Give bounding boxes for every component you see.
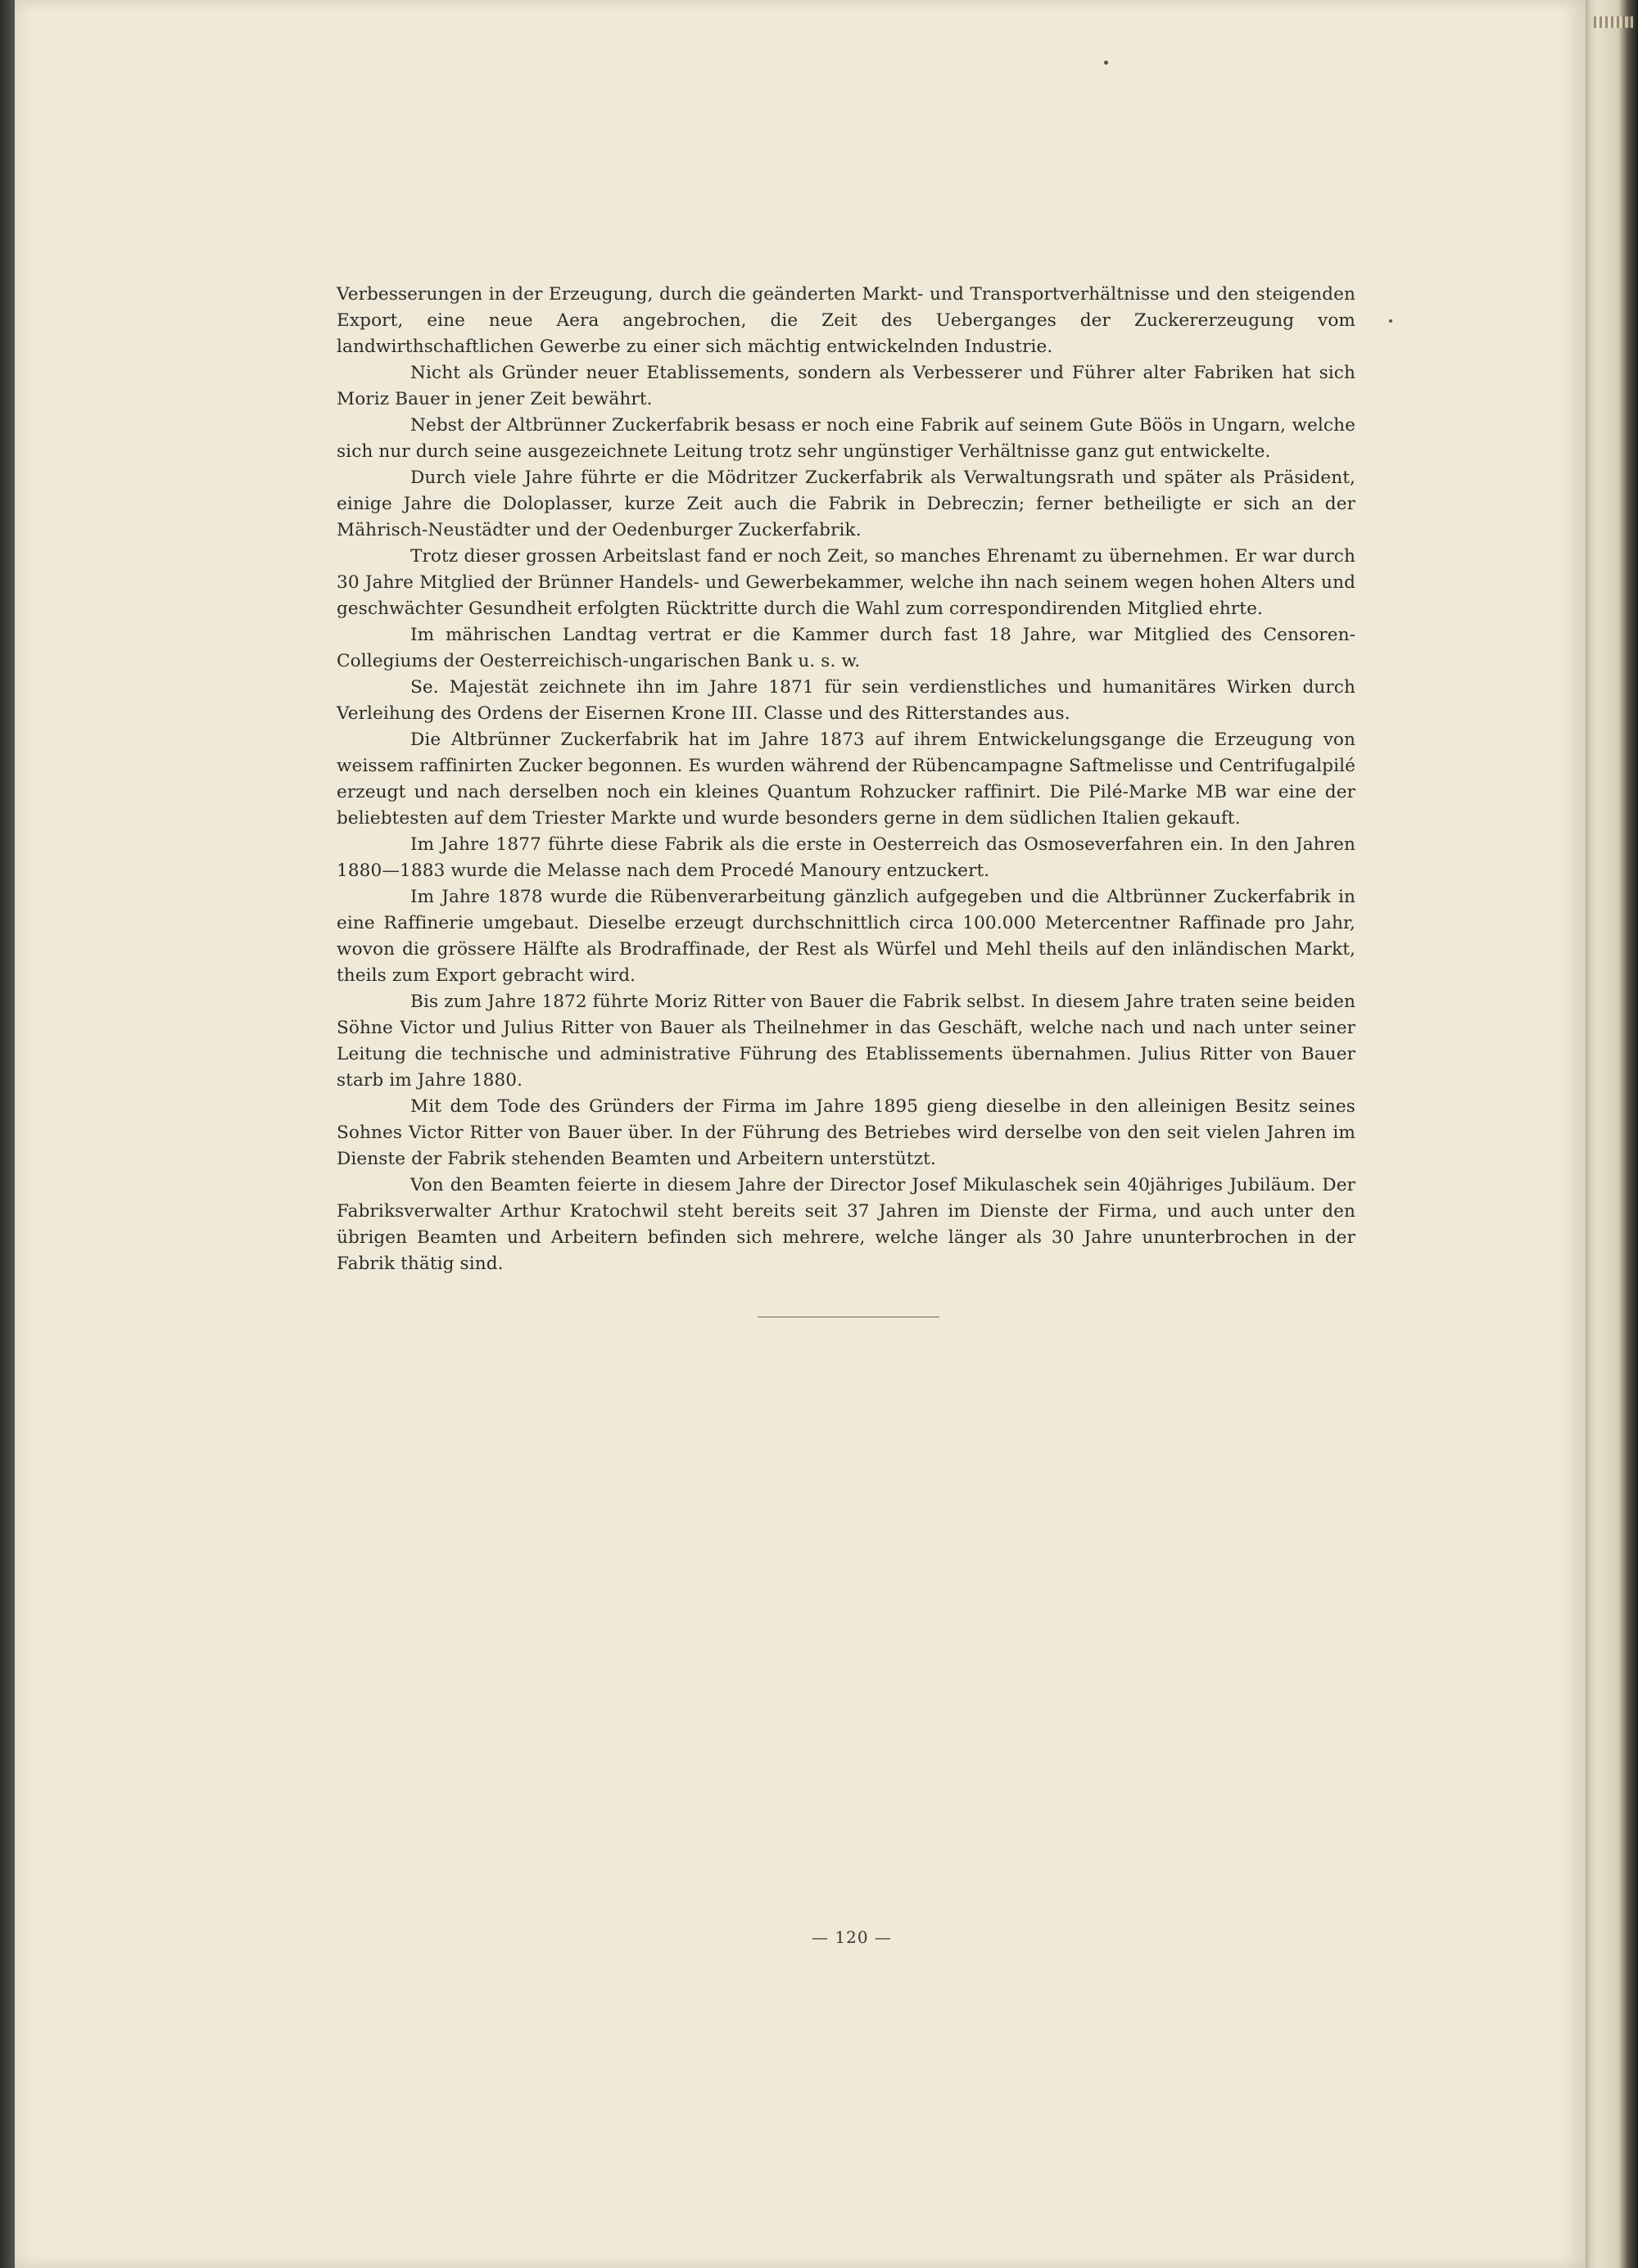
paragraph: Se. Majestät zeichnete ihn im Jahre 1871 für sein verdienstliches und humanitäres Wirken durch Verleihung des Ordens der Eisernen Krone III. Classe und des Ritterstandes aus. (337, 677, 1355, 724)
paragraph: Durch viele Jahre führte er die Mödritzer Zuckerfabrik als Verwaltungsrath und später als Präsident, einige Jahre die Doloplasser, kurze Zeit auch die Fabrik in Debreczin; ferner betheiligte er sich an der Mährisch-Neustädter und der Oedenburger Zuckerfabrik. (337, 468, 1355, 540)
paragraph: Nicht als Gründer neuer Etablissements, sondern als Verbesserer und Führer alter Fabriken hat sich Moriz Bauer in jener Zeit bewährt. (337, 363, 1355, 409)
book-gutter (1586, 0, 1638, 2268)
paragraph: Die Altbrünner Zuckerfabrik hat im Jahre 1873 auf ihrem Entwickelungsgange die Erzeugung von weissem raffinirten Zucker begonnen. Es wurden während der Rübencampagne Saftmelisse und Centrifugalpilé erzeugt und nach derselben noch ein kleines Quantum Rohzucker raffinirt. Die Pilé-Marke MB war eine der beliebtesten auf dem Triester Markte und wurde besonders gerne in dem südlichen Italien gekauft. (337, 730, 1355, 829)
paragraph: Bis zum Jahre 1872 führte Moriz Ritter von Bauer die Fabrik selbst. In diesem Jahre traten seine beiden Söhne Victor und Julius Ritter von Bauer als Theilnehmer in das Geschäft, welche nach und nach unter seiner Leitung die technische und administrative Führung des Etablissements übernahmen. Julius Ritter von Bauer starb im Jahre 1880. (337, 992, 1355, 1091)
paragraph: Trotz dieser grossen Arbeitslast fand er noch Zeit, so manches Ehrenamt zu übernehmen. Er war durch 30 Jahre Mitglied der Brünner Handels- und Gewerbekammer, welche ihn nach seinem wegen hohen Alters und geschwächter Gesundheit erfolgten Rücktritte durch die Wahl zum correspondirenden Mitglied ehrte. (337, 546, 1355, 619)
body-text (337, 282, 1355, 1277)
ink-speck (1389, 319, 1392, 323)
page-number: — 120 — (812, 1927, 892, 1947)
paragraph: Im mährischen Landtag vertrat er die Kammer durch fast 18 Jahre, war Mitglied des Censoren-Collegiums der Oesterreichisch-ungarischen Bank u. s. w. (337, 625, 1355, 671)
paragraph: Verbesserungen in der Erzeugung, durch die geänderten Markt- und Transportverhältnisse und den steigenden Export, eine neue Aera angebrochen, die Zeit des Ueberganges der Zuckererzeugung vom landwirthschaftlichen Gewerbe zu einer sich mächtig entwickelnden Industrie. (337, 284, 1355, 357)
paragraph: Im Jahre 1877 führte diese Fabrik als die erste in Oesterreich das Osmoseverfahren ein. In den Jahren 1880—1883 wurde die Melasse nach dem Procedé Manoury entzuckert. (337, 834, 1355, 881)
binding-stitch-marks (1594, 16, 1633, 28)
paragraph: Nebst der Altbrünner Zuckerfabrik besass er noch eine Fabrik auf seinem Gute Böös in Ungarn, welche sich nur durch seine ausgezeichnete Leitung trotz sehr ungünstiger Verhältnisse ganz gut entwickelte. (337, 415, 1355, 462)
paragraph: Mit dem Tode des Gründers der Firma im Jahre 1895 gieng dieselbe in den alleinigen Besitz seines Sohnes Victor Ritter von Bauer über. In der Führung des Betriebes wird derselbe von den seit vielen Jahren im Dienste der Fabrik stehenden Beamten und Arbeitern unterstützt. (337, 1096, 1355, 1169)
paragraph: Im Jahre 1878 wurde die Rübenverarbeitung gänzlich aufgegeben und die Altbrünner Zuckerfabrik in eine Raffinerie umgebaut. Dieselbe erzeugt durchschnittlich circa 100.000 Metercentner Raffinade pro Jahr, wovon die grössere Hälfte als Brodraffinade, der Rest als Würfel und Mehl theils auf den inländischen Markt, theils zum Export gebracht wird. (337, 887, 1355, 986)
paragraph: Von den Beamten feierte in diesem Jahre der Director Josef Mikulaschek sein 40jähriges Jubiläum. Der Fabriksverwalter Arthur Kratochwil steht bereits seit 37 Jahren im Dienste der Firma, und auch unter den übrigen Beamten und Arbeitern befinden sich mehrere, welche länger als 30 Jahre ununterbrochen in der Fabrik thätig sind. (337, 1175, 1355, 1274)
scan-left-edge (0, 0, 15, 2268)
ink-speck (1104, 61, 1108, 65)
